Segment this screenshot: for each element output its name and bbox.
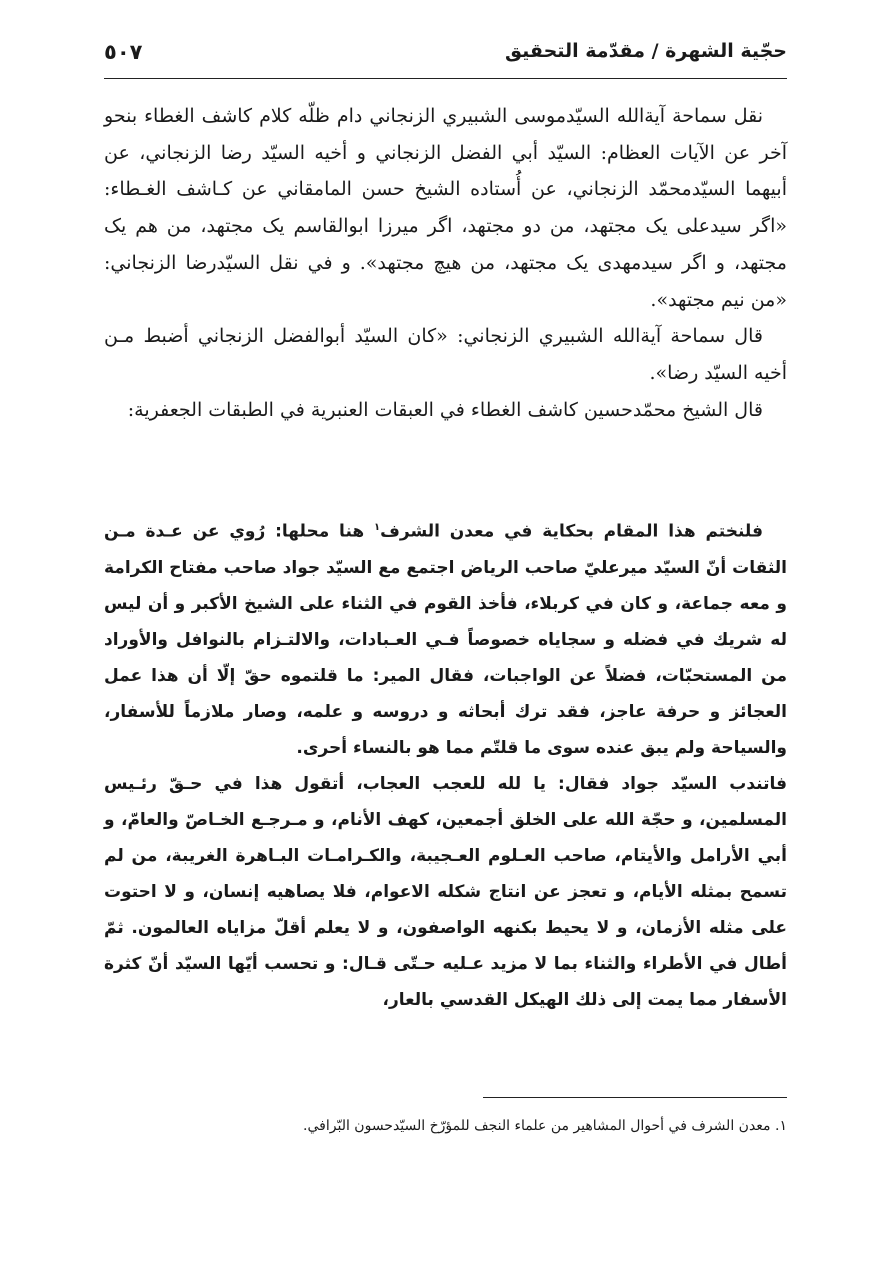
footnote-number: ١. <box>775 1118 787 1134</box>
paragraph: قال الشيخ محمّدحسين كاشف الغطاء في العبقات العنبرية في الطبقات الجعفرية: <box>127 398 763 421</box>
footnote-text: معدن الشرف في أحوال المشاهير من علماء النجف للمؤرّخ السيّدحسون البّرافي. <box>303 1118 771 1134</box>
quote-paragraph: فاتندب السيّد جواد فقال: يا لله للعجب العجاب، أتقول هذا في حـقّ رئـيس المسلمين، و حجّة الله على الخلق أجمعين، كهف الأنام، و مـرجـع الخـاصّ والعامّ، و أبي الأرامل والأيتام، صاحب العـلوم العـجيبة، والكـرامـات البـاهرة الغريبة، من لم تسمح بمثله الأيام، و تعجز عن انتاج شكله الاعوام، فلا يصاهيه إنسان، و لا احتوت على مثله الأزمان، و لا يحيط بكنهه الواصفون، و لا يعلم أقلّ مزاياه العالمون. ثمّ أطال في الأطراء والثناء بما لا مزيد عـليه حـتّى قـال: و تحسب أيّها السيّد أنّ كثرة الأسفار مما يمت إلى ذلك الهيكل القدسي بالعار، <box>104 773 787 1010</box>
quote-paragraph <box>104 510 787 766</box>
main-text <box>104 98 787 428</box>
block-quote <box>104 510 787 1018</box>
paragraph: قال سماحة آية‌الله الشبيري الزنجاني: «كان السيّد أبوالفضل الزنجاني أضبط مـن أخيه السيّد رضا». <box>104 325 787 384</box>
paragraph: نقل سماحة آية‌الله السيّدموسى الشبيري الزنجاني دام ظلّه كلام كاشف الغطاء بنحو آخر عن الآيات العظام: السيّد أبي الفضل الزنجاني و أخيه السيّد رضا الزنجاني، عن أبيهما السيّدمحمّد الزنجاني، عن أُستاده الشيخ حسن المامقاني عن كـاشف الغـطاء: «اگر سيدعلى يک مجتهد، من دو مجتهد، اگر ميرزا ابوالقاسم يک مجتهد، من هم يک مجتهد، و اگر سيدمهدى يک مجتهد، من هيچ مجتهد». و في نقل السيّدرضا الزنجاني: «من نيم مجتهد». <box>104 105 787 311</box>
quote-text: هنا محلها: رُوي عن عـدة مـن الثقات أنّ السيّد ميرعليّ صاحب الرياض اجتمع مع السيّد جواد صاحب مفتاح الكرامة و معه جماعة، و كان في كربلاء، فأخذ القوم في الثناء على الشيخ الأكبر و أن ليس له شريك في فضله و سجاياه خصوصاً فـي العـبادات، والالتـزام بالنوافل والأوراد من المستحبّات، فضلاً عن الواجبات، فقال المير: ما قلتموه حقّ إلّا أن هذا عمل العجائز و حرفة عاجز، فقد ترك أبحاثه و دروسه و علمه، وصار ملازماً للأسفار، والسياحة ولم يبق عنده سوى ما قلتّم مما هو بالنساء أحرى. <box>104 521 787 758</box>
running-title: حجّية الشهرة / مقدّمة التحقيق <box>505 40 787 62</box>
footnote-divider <box>483 1097 787 1098</box>
quote-text: فلنختم هذا المقام بحكاية في معدن الشرف <box>380 521 764 542</box>
footnote <box>104 1118 787 1134</box>
page-header <box>104 40 787 70</box>
page-number: ٥٠٧ <box>104 40 143 64</box>
header-divider <box>104 78 787 79</box>
footnote-reference[interactable]: ١ <box>374 522 381 533</box>
